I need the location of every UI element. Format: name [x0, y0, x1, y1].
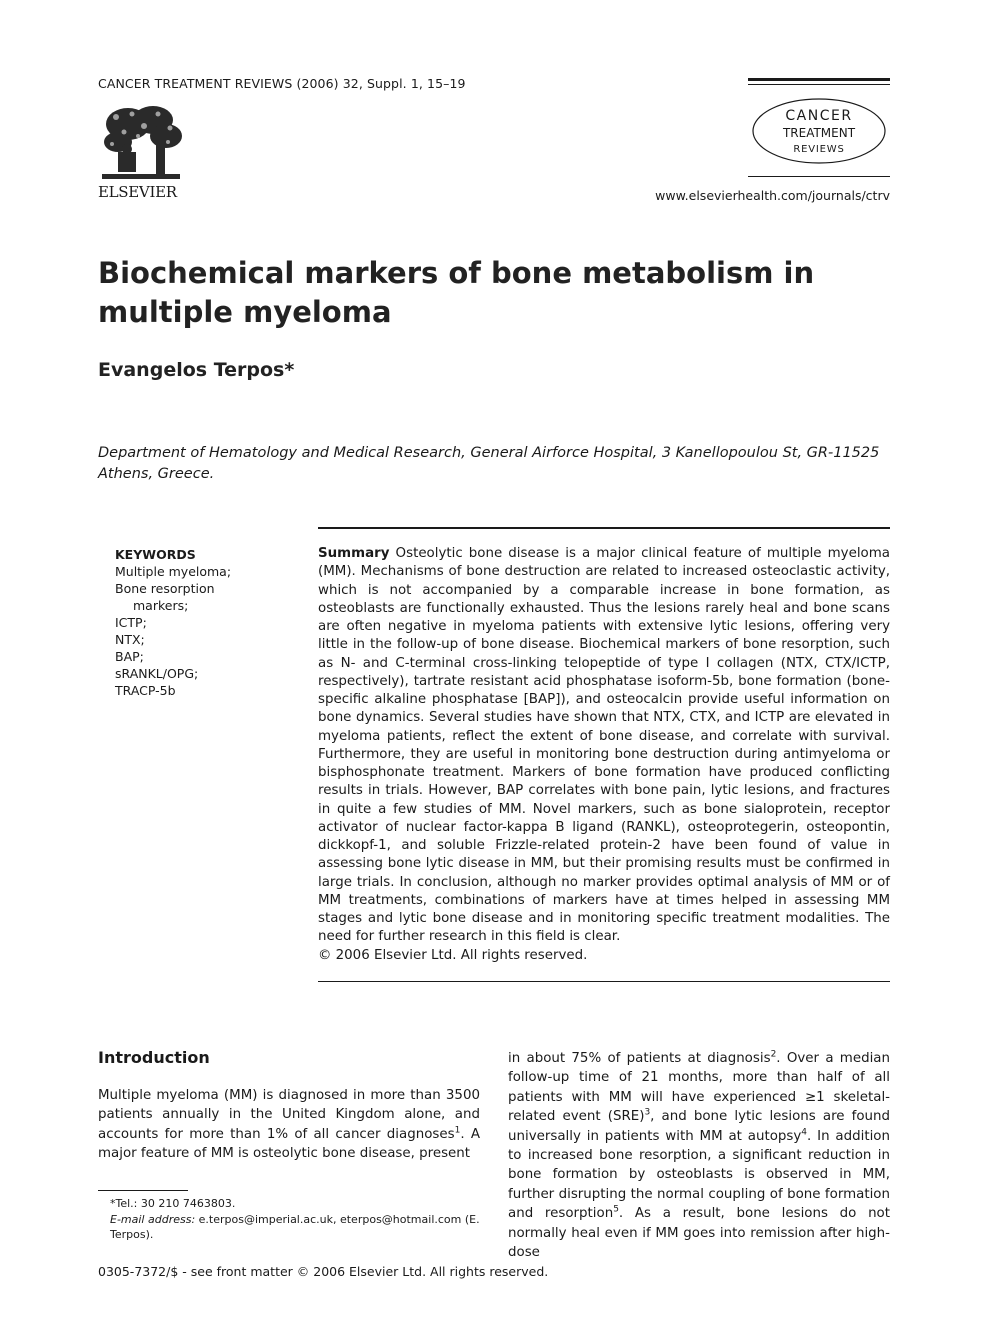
- reference-link[interactable]: 5: [613, 1204, 619, 1215]
- author-affiliation: Department of Hematology and Medical Research, General Airforce Hospital, 3 Kanellopoulou St, GR-11525 Athens, Greece.: [98, 445, 880, 482]
- journal-citation: CANCER TREATMENT REVIEWS (2006) 32, Suppl. 1, 15–19: [98, 76, 466, 91]
- email-addresses[interactable]: e.terpos@imperial.ac.uk, eterpos@hotmail.com (E. Terpos).: [110, 1212, 480, 1241]
- abstract-label: Summary: [318, 546, 390, 561]
- keywords-block: [115, 546, 295, 699]
- intro-text: . As a result, bone lesions do not normally heal even if MM goes into remission after high-dose: [508, 1206, 890, 1261]
- journal-logo-line3: REVIEWS: [793, 144, 845, 155]
- footnotes: [98, 1196, 480, 1243]
- intro-text: . A major feature of MM is osteolytic bone disease, present: [98, 1126, 480, 1162]
- keywords-heading: KEYWORDS: [115, 547, 196, 562]
- footnote-email: [98, 1212, 480, 1243]
- keyword-item: Multiple myeloma;: [115, 564, 232, 579]
- footnote-rule: [98, 1190, 188, 1191]
- header-rule: [748, 78, 890, 81]
- keyword-item: markers;: [133, 598, 189, 613]
- reference-link[interactable]: 2: [770, 1049, 777, 1060]
- abstract-text: Osteolytic bone disease is a major clinical feature of multiple myeloma (MM). Mechanisms of bone destruction are related to increased osteoclastic activity, which is not accompanied by a comparable increase in bone formation, as osteoblasts are functionally exhausted. Thus the lesions rarely heal and bone scans are often negative in myeloma patients with extensive lytic lesions, offering very little in the follow-up of bone disease. Biochemical markers of bone resorption, such as N- and C-terminal cross-linking telopeptide of type I collagen (NTX, CTX/ICTP, respectively), tartrate resistant acid phosphatase isoform-5b, bone formation (bone-specific alkaline phosphatase [BAP]), and osteocalcin provide useful information on bone dynamics. Several studies have shown that NTX, CTX, and ICTP are elevated in myeloma patients, reflect the extent of bone disease, and correlate with survival. Furthermore, they are useful in monitoring bone destruction during antimyeloma or bisphosphonate treatment. Markers of bone formation have produced conflicting results in trials. However, BAP correlates with bone pain, lytic lesions, and fractures in quite a few studies of MM. Novel markers, such as bone sialoprotein, receptor activator of nuclear factor-kappa B ligand (RANKL), osteoprotegerin, osteopontin, dickkopf-1, and soluble Frizzle-related protein-2 have been found of value in assessing bone lytic disease in MM, but their promising results must be confirmed in large trials. In conclusion, although no marker provides optimal analysis of MM or of MM treatments, combinations of markers have at times helped in assessing MM stages and lytic bone disease and in monitoring specific treatment modalities. The need for further research in this field is clear.: [318, 546, 890, 945]
- intro-text: , and bone lytic lesions are found universally in patients with MM at autopsy: [508, 1109, 890, 1144]
- keyword-item: sRANKL/OPG;: [115, 666, 199, 681]
- footnote-tel: *Tel.: 30 210 7463803.: [110, 1197, 236, 1210]
- intro-left-column: [98, 1086, 480, 1164]
- intro-text: . In addition to increased bone resorption, a significant reduction in bone formation by osteoblasts is observed in MM, further disrupting the normal coupling of bone formation and resorption: [508, 1128, 890, 1222]
- keyword-item: Bone resorption: [115, 581, 215, 596]
- journal-website-link[interactable]: www.elsevierhealth.com/journals/ctrv: [655, 188, 890, 203]
- email-label: E-mail address:: [110, 1212, 196, 1226]
- intro-right-column: [508, 1049, 890, 1262]
- publisher-name: ELSEVIER: [98, 183, 177, 201]
- intro-text: Multiple myeloma (MM) is diagnosed in more than 3500 patients annually in the United Kingdom alone, and accounts for more than 1% of all cancer diagnoses: [98, 1088, 480, 1142]
- journal-logo-line1: CANCER: [785, 108, 853, 124]
- abstract-copyright: © 2006 Elsevier Ltd. All rights reserved.: [318, 947, 588, 963]
- abstract-bottom-rule: [318, 981, 890, 982]
- reference-link[interactable]: 1: [454, 1125, 461, 1136]
- article-author: Evangelos Terpos*: [98, 359, 295, 381]
- intro-text: in about 75% of patients at diagnosis: [508, 1051, 771, 1066]
- keyword-item: ICTP;: [115, 615, 147, 630]
- introduction-heading: Introduction: [98, 1048, 210, 1067]
- header-rule-bottom: [748, 176, 890, 177]
- reference-link[interactable]: 3: [644, 1107, 651, 1118]
- header-rule-thin: [748, 84, 890, 85]
- keyword-item: BAP;: [115, 649, 144, 664]
- keyword-item: NTX;: [115, 632, 145, 647]
- front-matter-line: 0305-7372/$ - see front matter © 2006 Elsevier Ltd. All rights reserved.: [98, 1264, 549, 1279]
- elsevier-tree-logo: [98, 102, 184, 182]
- article-title: Biochemical markers of bone metabolism in multiple myeloma: [98, 256, 815, 329]
- journal-logo-line2: TREATMENT: [782, 126, 856, 140]
- abstract-top-rule: [318, 527, 890, 529]
- journal-logo: [750, 96, 888, 166]
- intro-text: . Over a median follow-up time of 21 months, more than half of all patients with MM will have experienced ≥1 skeletal-related event (SRE): [508, 1051, 890, 1125]
- reference-link[interactable]: 4: [801, 1127, 808, 1138]
- keyword-item: TRACP-5b: [115, 683, 176, 698]
- abstract: [318, 545, 890, 965]
